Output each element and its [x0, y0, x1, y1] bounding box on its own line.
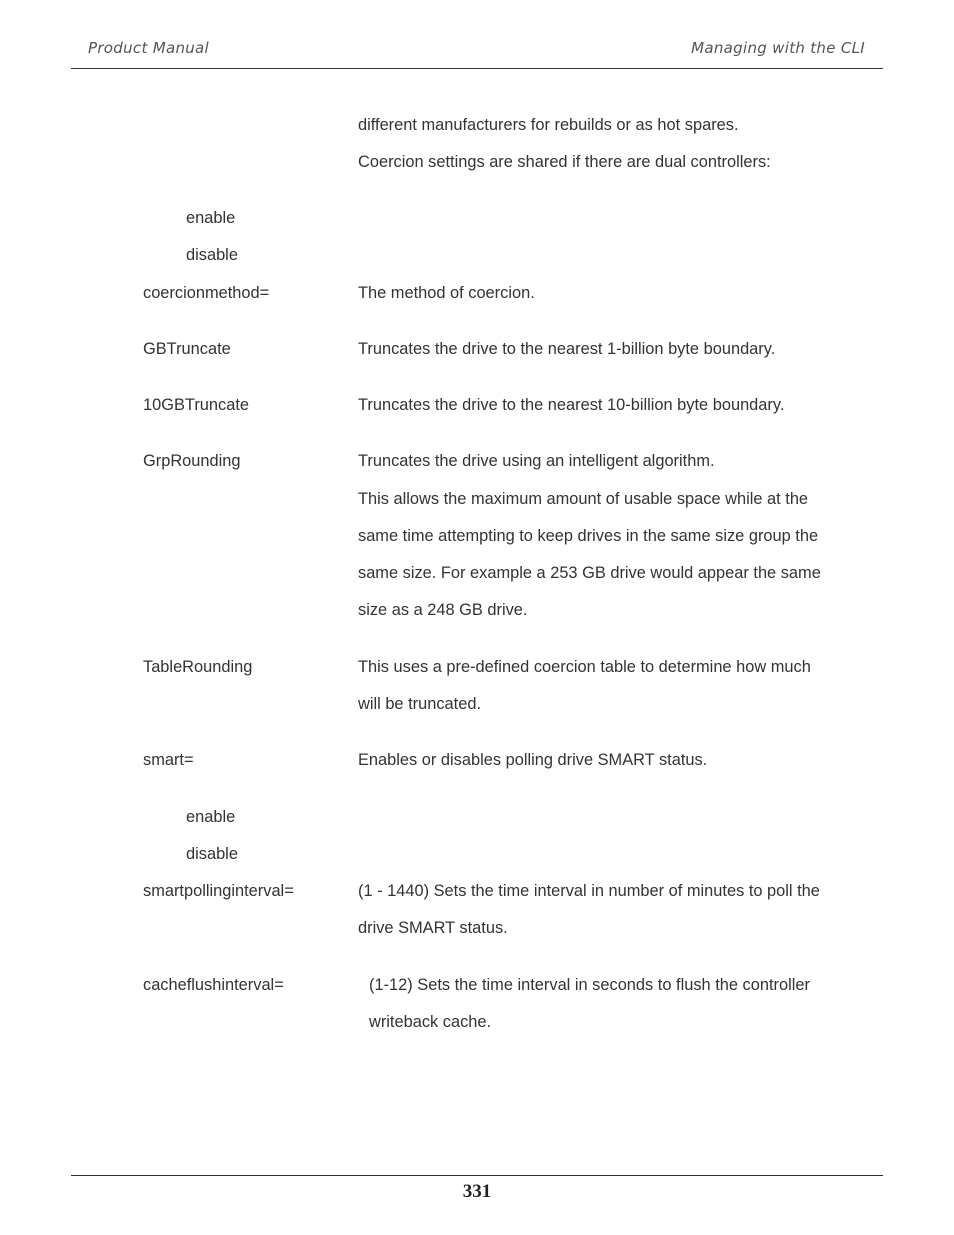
desc-grprounding-line: same size. For example a 253 GB drive would appear the same: [358, 564, 821, 582]
desc-tablerounding-line: will be truncated.: [358, 695, 481, 713]
desc-smartpollinginterval-line: (1 - 1440) Sets the time interval in number of minutes to poll the: [358, 882, 820, 900]
desc-cacheflushinterval-line: writeback cache.: [369, 1013, 492, 1031]
param-grprounding: GrpRounding: [143, 452, 241, 470]
param-smartpollinginterval: smartpollinginterval=: [143, 882, 294, 900]
header-title-left: Product Manual: [88, 39, 210, 57]
param-cacheflushinterval: cacheflushinterval=: [143, 976, 284, 994]
desc-grprounding-line: size as a 248 GB drive.: [358, 601, 528, 619]
desc-grprounding-line: same time attempting to keep drives in the same size group the: [358, 527, 819, 545]
desc-grprounding-line: Truncates the drive using an intelligent algorithm.: [358, 452, 715, 470]
header-rule: [71, 68, 883, 69]
desc-grprounding-line: This allows the maximum amount of usable space while at the: [358, 490, 809, 508]
param-smart: smart=: [143, 751, 194, 769]
param-gbtruncate: GBTruncate: [143, 340, 231, 358]
intro-line-2: Coercion settings are shared if there are dual controllers:: [358, 153, 771, 171]
page-number: 331: [462, 1181, 492, 1202]
param-coercionmethod: coercionmethod=: [143, 284, 270, 302]
desc-cacheflushinterval-line: (1-12) Sets the time interval in seconds to flush the controller: [369, 976, 810, 994]
smart-option-enable: enable: [186, 808, 236, 826]
intro-line-1: different manufacturers for rebuilds or as hot spares.: [358, 116, 739, 134]
param-tablerounding: TableRounding: [143, 658, 253, 676]
coercion-option-enable: enable: [186, 209, 236, 227]
header-title-right: Managing with the CLI: [691, 39, 865, 57]
desc-10gbtruncate: Truncates the drive to the nearest 10-billion byte boundary.: [358, 396, 785, 414]
desc-tablerounding-line: This uses a pre-defined coercion table to determine how much: [358, 658, 811, 676]
desc-coercionmethod: The method of coercion.: [358, 284, 535, 302]
desc-gbtruncate: Truncates the drive to the nearest 1-billion byte boundary.: [358, 340, 776, 358]
param-10gbtruncate: 10GBTruncate: [143, 396, 249, 414]
coercion-option-disable: disable: [186, 246, 238, 264]
footer-rule: [71, 1175, 883, 1176]
smart-option-disable: disable: [186, 845, 238, 863]
desc-smart: Enables or disables polling drive SMART status.: [358, 751, 708, 769]
desc-smartpollinginterval-line: drive SMART status.: [358, 919, 508, 937]
